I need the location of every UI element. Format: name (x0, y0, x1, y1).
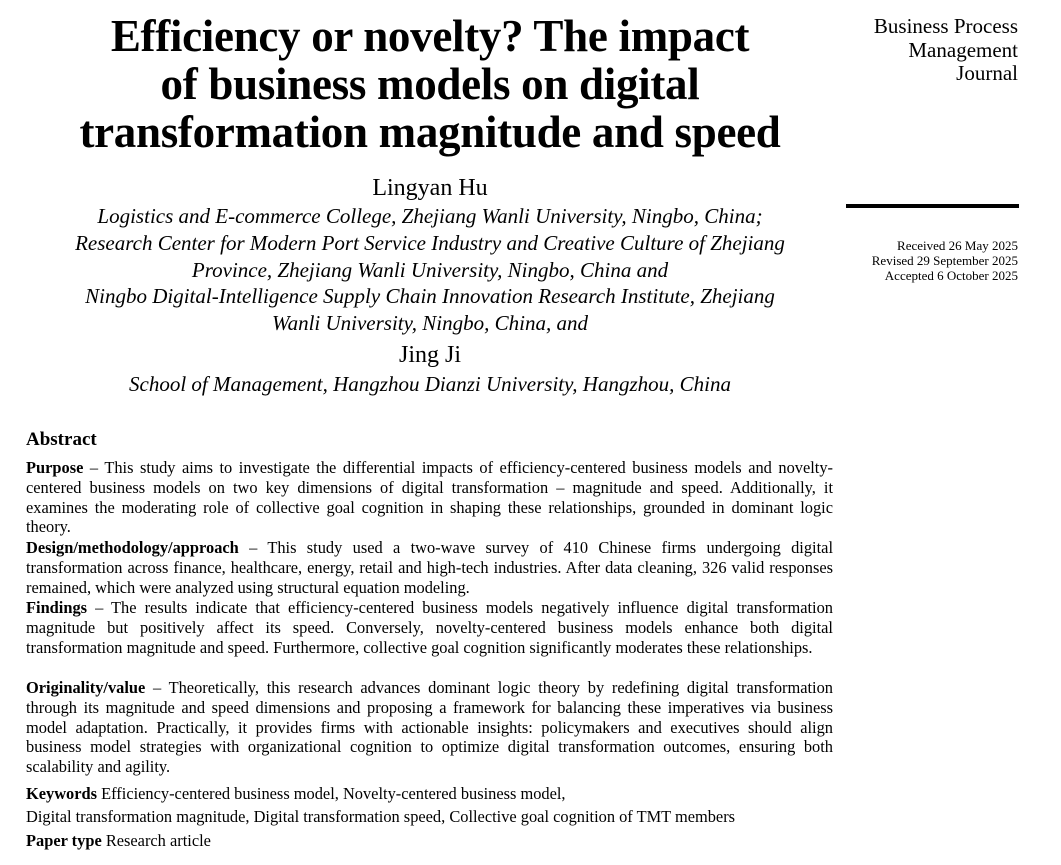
abstract-originality (26, 678, 833, 777)
paper-type-label: Paper type (26, 831, 102, 850)
author-name: Jing Ji (398, 342, 461, 368)
affiliation-line: Province, Zhejiang Wanli University, Ningbo, China and (191, 257, 669, 282)
affiliation-line: Wanli University, Ningbo, China, and (272, 311, 588, 336)
keywords-text: Efficiency-centered business model, Novelty-centered business model, (97, 784, 566, 803)
abstract-heading: Abstract (26, 429, 97, 450)
affiliation-line: Logistics and E-commerce College, Zhejiang Wanli University, Ningbo, China; (97, 204, 763, 228)
section-text: – Theoretically, this research advances dominant logic theory by redefining digital transformation through its magnitude and speed dimensions and proposing a framework for balancing these imperatives via business model adaptation. Practically, it provides firms with actionable insights: policymakers and executives should align business model strategies with organizational cognition to optimize digital transformation outcomes, ensuring both scalability and agility. (26, 678, 833, 777)
journal-name (818, 15, 1018, 86)
author-affiliation (20, 371, 840, 398)
affiliation-line: Ningbo Digital-Intelligence Supply Chain Innovation Research Institute, Zhejiang (85, 284, 775, 309)
section-text: – This study used a two-wave survey of 410 Chinese firms undergoing digital transformation across finance, healthcare, energy, retail and high-tech industries. After data cleaning, 326 valid responses remained, which were analyzed using structural equation modeling. (26, 538, 833, 597)
keywords-continued: Digital transformation magnitude, Digital transformation speed, Collective goal cognition of TMT members (26, 807, 736, 826)
column-divider-rule (846, 204, 1019, 208)
section-text: – The results indicate that efficiency-centered business models negatively influence digital transformation magnitude but positively affect its speed. Conversely, novelty-centered business models enhance both digital transformation magnitude and speed. Furthermore, collective goal cognition significantly moderates these relationships. (26, 598, 833, 657)
title-line: transformation magnitude and speed (79, 107, 781, 157)
title-line: Efficiency or novelty? The impact (110, 11, 750, 61)
journal-name-line: Management (908, 37, 1018, 62)
paper-type-value: Research article (101, 831, 211, 850)
section-label: Design/methodology/approach (26, 538, 239, 557)
title-line: of business models on digital (160, 59, 700, 109)
author-name: Lingyan Hu (372, 175, 488, 201)
abstract-findings (26, 598, 833, 657)
section-label: Findings (26, 598, 88, 617)
paper-title (20, 12, 840, 156)
journal-name-line: Journal (956, 61, 1018, 85)
revised-date: Revised 29 September 2025 (871, 253, 1018, 268)
author-affiliation (20, 203, 840, 337)
keywords (26, 782, 846, 805)
section-text: – This study aims to investigate the differential impacts of efficiency-centered business models and novelty-centered business models on two key dimensions of digital transformation – magnitude and speed. Additionally, it examines the moderating role of collective goal cognition in shaping these relationships, grounded in dominant logic theory. (26, 458, 833, 537)
accepted-date: Accepted 6 October 2025 (884, 268, 1018, 283)
abstract-design (26, 538, 833, 597)
affiliation-line: Research Center for Modern Port Service Industry and Creative Culture of Zhejiang (75, 230, 785, 255)
section-label: Purpose (26, 458, 84, 477)
paper-type (26, 829, 846, 852)
keywords-label: Keywords (26, 784, 98, 803)
journal-name-line: Business Process (873, 14, 1018, 38)
affiliation-line: School of Management, Hangzhou Dianzi University, Hangzhou, China (129, 372, 731, 396)
abstract-purpose (26, 458, 833, 537)
section-label: Originality/value (26, 678, 146, 697)
publication-dates (818, 238, 1018, 283)
received-date: Received 26 May 2025 (897, 238, 1018, 253)
